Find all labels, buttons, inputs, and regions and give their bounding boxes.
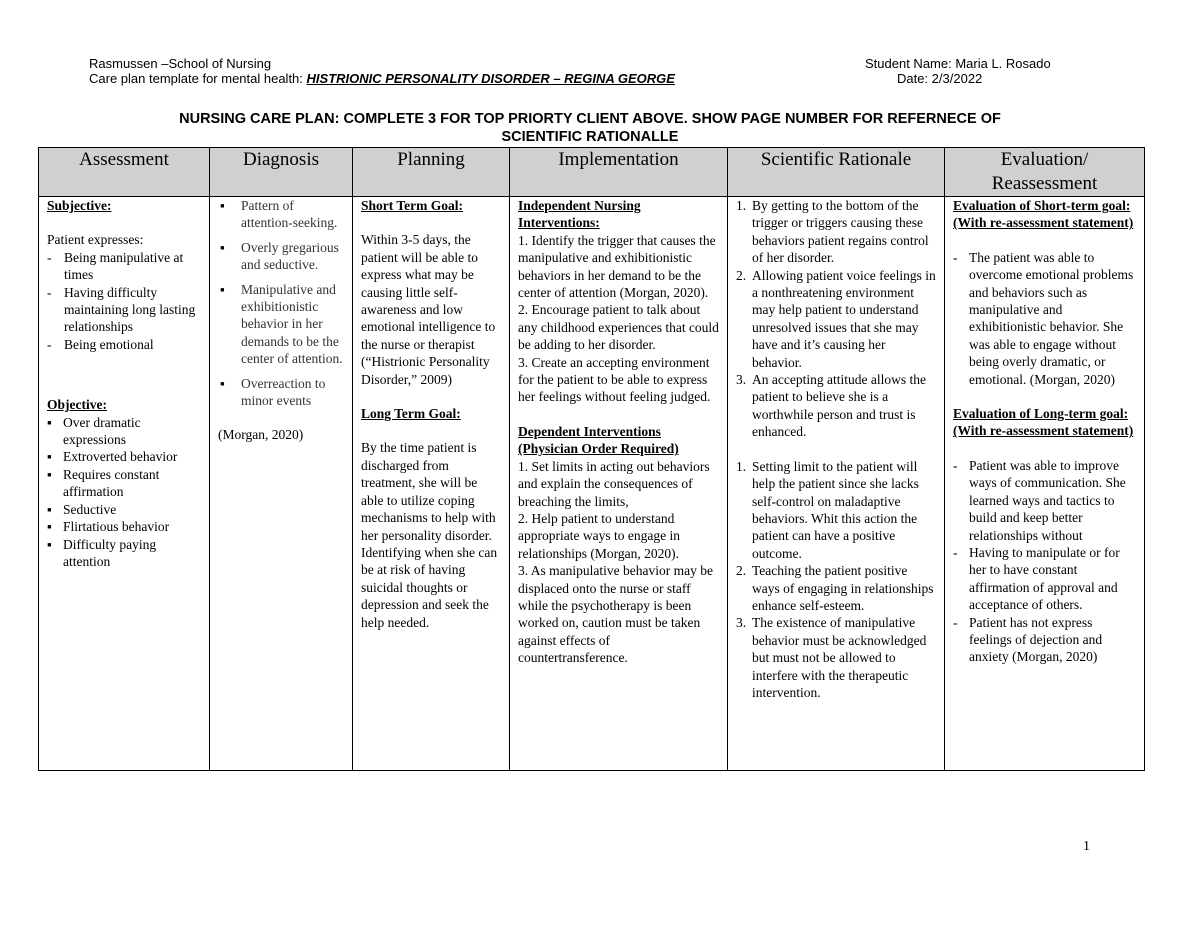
column-header-planning: Planning xyxy=(353,148,510,197)
title-line-2: SCIENTIFIC RATIONALLE xyxy=(501,129,679,145)
implementation-cell xyxy=(510,197,728,771)
item-number: 1. xyxy=(736,198,747,213)
short-term-goal-heading: Short Term Goal: xyxy=(361,198,464,213)
list-item: ▪ Extroverted behavior xyxy=(47,448,203,465)
item-text: Allowing patient voice feelings in a nonthreatening environment may help patient to understand unresolved issues that she may have and it’s causing her behavior. xyxy=(752,267,936,370)
rationale-list-independent xyxy=(736,197,938,441)
list-item: ▪ Seductive xyxy=(47,501,203,518)
school-name: Rasmussen –School of Nursing xyxy=(89,56,272,71)
long-term-evaluation-heading: Evaluation of Long-term goal: xyxy=(953,406,1129,422)
long-term-evaluation-list xyxy=(953,457,1138,666)
diagnosis-list xyxy=(218,197,346,409)
list-item xyxy=(736,267,938,371)
diagnosis-citation: (Morgan, 2020) xyxy=(218,427,304,443)
subjective-intro: Patient expresses: xyxy=(47,232,144,248)
list-item: ▪ Overreaction to minor events xyxy=(218,375,346,410)
title-line-1: NURSING CARE PLAN: COMPLETE 3 FOR TOP PRIORTY CLIENT ABOVE. SHOW PAGE NUMBER FOR REFERNECE OF xyxy=(179,111,1001,127)
list-item: ▪ Requires constant affirmation xyxy=(47,466,203,501)
list-item xyxy=(736,614,938,701)
list-item: - Having difficulty maintaining long lasting relationships xyxy=(47,284,203,336)
template-line xyxy=(89,71,675,86)
assessment-cell xyxy=(39,197,210,771)
list-item: - Having to manipulate or for her to have constant affirmation of approval and acceptance of others. xyxy=(953,544,1138,614)
list-item: ▪ Manipulative and exhibitionistic behavior in her demands to be the center of attention. xyxy=(218,281,346,368)
short-term-evaluation-list xyxy=(953,249,1138,388)
template-title: HISTRIONIC PERSONALITY DISORDER – REGINA GEORGE xyxy=(306,71,675,86)
list-item xyxy=(736,371,938,441)
evaluation-header-line-2: Reassessment xyxy=(991,173,1098,194)
item-text: The existence of manipulative behavior must be acknowledged but must not be allowed to interfere with the therapeutic intervention. xyxy=(752,615,927,700)
item-text: Setting limit to the patient will help the patient since she lacks self-control on maladaptive behaviors. Whit this action the patient can have a positive outcome. xyxy=(752,458,919,561)
long-term-goal-heading: Long Term Goal: xyxy=(361,406,461,422)
item-text: Teaching the patient positive ways of engaging in relationships enhance self-esteem. xyxy=(752,563,934,613)
evaluation-cell xyxy=(945,197,1145,771)
template-prefix: Care plan template for mental health: xyxy=(89,71,303,86)
dependent-interventions-subheading: (Physician Order Required) xyxy=(518,441,679,457)
item-number: 3. xyxy=(736,372,747,388)
document-header-left xyxy=(89,56,675,86)
list-item: ▪ Difficulty paying attention xyxy=(47,536,203,571)
intervention-item: 1. Identify the trigger that causes the manipulative and exhibitionistic behaviors in her demand to be the center of attention (Morgan, 2020). xyxy=(518,232,716,301)
dependent-interventions-heading: Dependent Interventions xyxy=(518,423,661,439)
list-item: - Patient has not express feelings of dejection and anxiety (Morgan, 2020) xyxy=(953,614,1138,666)
column-header-implementation: Implementation xyxy=(510,148,728,197)
column-header-rationale: Scientific Rationale xyxy=(728,148,945,197)
column-header-diagnosis: Diagnosis xyxy=(210,148,353,197)
subjective-list xyxy=(47,249,203,353)
document-header-right xyxy=(865,56,1051,86)
care-plan-table xyxy=(38,147,1145,771)
list-item xyxy=(736,562,938,614)
list-item: ▪ Pattern of attention-seeking. xyxy=(218,197,346,232)
date: Date: 2/3/2022 xyxy=(897,71,983,86)
table-header-row xyxy=(39,148,1145,197)
column-header-evaluation xyxy=(945,148,1145,197)
item-text: An accepting attitude allows the patient to believe she is a worthwhile person and trust is enhanced. xyxy=(752,372,926,440)
student-name: Student Name: Maria L. Rosado xyxy=(865,56,1051,71)
list-item: - Being emotional xyxy=(47,336,203,353)
list-item: - Patient was able to improve ways of communication. She learned ways and tactics to build and keep better relationships without xyxy=(953,457,1138,544)
item-number: 2. xyxy=(736,267,747,283)
planning-cell xyxy=(353,197,510,771)
long-term-goal-text: By the time patient is discharged from treatment, she will be able to utilize coping mechanisms to help with her personality disorder. Identifying when she can be at risk of having suicidal thoughts or depression and seek the help needed. xyxy=(361,440,498,630)
objective-heading: Objective: xyxy=(47,397,107,413)
intervention-item: 3. As manipulative behavior may be displaced onto the nurse or staff while the psychotherapy is been worked on, caution must be taken against effects of countertransference. xyxy=(518,563,713,666)
item-text: By getting to the bottom of the trigger or triggers causing these behaviors patient regains control of her disorder. xyxy=(752,198,929,266)
list-item: ▪ Over dramatic expressions xyxy=(47,414,203,449)
short-term-evaluation-heading: Evaluation of Short-term goal: xyxy=(953,198,1131,213)
evaluation-header-line-1: Evaluation/ xyxy=(1000,149,1089,170)
short-term-evaluation-subheading: (With re-assessment statement) xyxy=(953,215,1134,231)
subjective-heading: Subjective: xyxy=(47,198,112,213)
independent-interventions-heading: Independent Nursing Interventions: xyxy=(518,198,641,231)
rationale-list-dependent xyxy=(736,458,938,702)
list-item: ▪ Flirtatious behavior xyxy=(47,518,203,535)
diagnosis-cell xyxy=(210,197,353,771)
intervention-item: 1. Set limits in acting out behaviors and explain the consequences of breaching the limits, xyxy=(518,458,710,509)
column-header-assessment: Assessment xyxy=(39,148,210,197)
long-term-evaluation-subheading: (With re-assessment statement) xyxy=(953,423,1134,439)
page-number: 1 xyxy=(1083,839,1090,854)
intervention-item: 3. Create an accepting environment for the patient to be able to express her feelings without feeling judged. xyxy=(518,354,711,405)
item-number: 3. xyxy=(736,615,747,631)
list-item xyxy=(736,458,938,562)
intervention-item: 2. Encourage patient to talk about any childhood experiences that could be adding to her disorder. xyxy=(518,302,719,353)
item-number: 2. xyxy=(736,563,747,579)
list-item xyxy=(736,197,938,267)
page-title xyxy=(100,110,1080,146)
objective-list xyxy=(47,414,203,571)
list-item: - Being manipulative at times xyxy=(47,249,203,284)
table-row xyxy=(39,197,1145,771)
intervention-item: 2. Help patient to understand appropriate ways to engage in relationships (Morgan, 2020). xyxy=(518,510,680,561)
short-term-goal-text: Within 3-5 days, the patient will be able to express what may be causing little self-awareness and low emotional intelligence to the nurse or therapist (“Histrionic Personality Disorder,” 2009) xyxy=(361,232,496,387)
rationale-cell xyxy=(728,197,945,771)
item-number: 1. xyxy=(736,458,747,474)
list-item: - The patient was able to overcome emotional problems and behaviors such as manipulative and exhibitionistic behavior. She was able to engage without being overly dramatic, or emotional. (Morgan, 2020) xyxy=(953,249,1138,388)
list-item: ▪ Overly gregarious and seductive. xyxy=(218,239,346,274)
